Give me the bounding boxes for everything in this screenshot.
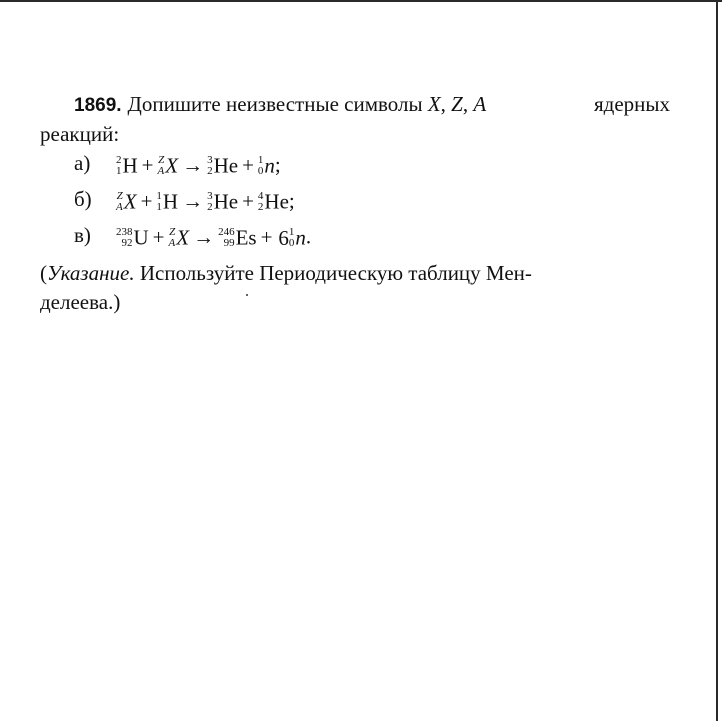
plus-sign: +: [141, 152, 154, 177]
charge-number: 92: [121, 237, 133, 250]
nuclide: [116, 150, 138, 181]
coefficient: 6: [278, 225, 289, 250]
problem-intro-end: ядерных: [593, 92, 670, 116]
nuclide: [258, 150, 275, 181]
reaction-1: [74, 149, 672, 185]
mass-number: Z: [116, 190, 123, 203]
charge-number: 0: [257, 165, 264, 178]
var-x: X: [427, 92, 441, 116]
charge-number: 1: [116, 165, 122, 178]
var-a: A: [473, 92, 487, 116]
nuclide: [156, 186, 178, 217]
reaction-label: в): [74, 223, 91, 247]
speck-mark: [246, 294, 248, 296]
element-symbol: H: [122, 153, 138, 178]
nuclide: [169, 222, 190, 253]
element-symbol: He: [264, 189, 289, 214]
charge-number: 0: [288, 237, 295, 250]
nuclide: [218, 222, 257, 253]
mass-number: 2: [116, 154, 122, 167]
hint-text: Используйте Периодическую таблицу Мен-: [139, 261, 532, 285]
charge-number: A: [116, 201, 123, 214]
mass-number: 238: [116, 226, 133, 239]
problem-number: 1869.: [74, 95, 122, 116]
mass-number: 246: [218, 226, 235, 239]
reaction-list: [40, 149, 672, 257]
charge-number: A: [168, 237, 176, 250]
reaction-2: [74, 185, 672, 221]
plus-sign: +: [242, 152, 254, 177]
problem-intro-line2: реакций:: [40, 122, 120, 146]
nuclide: [116, 186, 137, 217]
mass-number: 1: [257, 154, 264, 167]
mass-number: 1: [288, 226, 295, 239]
element-symbol: Es: [235, 225, 257, 250]
isotope-indices: [218, 227, 235, 249]
element-symbol: H: [162, 189, 179, 214]
mass-number: Z: [158, 154, 165, 167]
nuclide: [158, 150, 179, 181]
plus-sign: +: [242, 188, 254, 213]
element-symbol: He: [213, 153, 239, 178]
reaction-3: [74, 221, 672, 257]
isotope-indices: [116, 155, 122, 177]
isotope-indices: [116, 191, 123, 213]
element-symbol: U: [133, 225, 149, 250]
hint-line2: делеева.): [40, 290, 121, 314]
page-top-border: [0, 0, 722, 2]
page-right-border: [716, 0, 718, 721]
mass-number: 1: [156, 190, 162, 203]
element-symbol: X: [123, 189, 137, 214]
element-symbol: X: [176, 225, 190, 250]
nuclide: [258, 186, 289, 217]
charge-number: 2: [207, 165, 213, 178]
nuclide: [276, 222, 306, 253]
isotope-indices: [207, 191, 213, 213]
charge-number: 1: [156, 201, 162, 214]
plus-sign: +: [260, 224, 273, 249]
isotope-indices: [258, 191, 264, 213]
isotope-indices: [207, 155, 213, 177]
isotope-indices: [169, 227, 176, 249]
isotope-indices: [289, 227, 295, 249]
problem-intro-line: 1869. Допишите неизвестные символы X, Z, A ядерных: [40, 90, 670, 120]
element-symbol: X: [165, 153, 179, 178]
hint-line: (Указание. Используйте Периодическую таблицу Мен-: [40, 261, 532, 285]
var-z: Z: [451, 92, 463, 116]
mass-number: 3: [207, 154, 213, 167]
element-symbol: n: [295, 225, 306, 250]
problem-1869: [40, 90, 672, 317]
charge-number: 2: [257, 201, 264, 214]
charge-number: 99: [223, 237, 235, 250]
isotope-indices: [116, 227, 133, 249]
mass-number: 3: [207, 190, 213, 203]
arrow-sign: →: [182, 152, 204, 177]
problem-intro-text: Допишите неизвестные символы: [127, 92, 423, 116]
reaction-end: ;: [288, 188, 295, 213]
mass-number: Z: [169, 226, 176, 239]
nuclide: [207, 186, 238, 217]
nuclide: [116, 222, 149, 253]
hint-label: Указание.: [47, 261, 135, 285]
reaction-end: .: [305, 224, 312, 249]
isotope-indices: [158, 155, 165, 177]
arrow-sign: →: [193, 224, 215, 249]
charge-number: A: [157, 165, 165, 178]
charge-number: 2: [207, 201, 213, 214]
reaction-label: б): [74, 187, 92, 211]
element-symbol: n: [264, 153, 275, 178]
plus-sign: +: [152, 224, 165, 249]
element-symbol: He: [213, 189, 239, 214]
reaction-end: ;: [274, 152, 281, 177]
nuclide: [207, 150, 238, 181]
mass-number: 4: [257, 190, 264, 203]
isotope-indices: [258, 155, 264, 177]
isotope-indices: [156, 191, 162, 213]
arrow-sign: →: [182, 188, 204, 213]
plus-sign: +: [140, 188, 153, 213]
reaction-label: а): [74, 151, 91, 175]
